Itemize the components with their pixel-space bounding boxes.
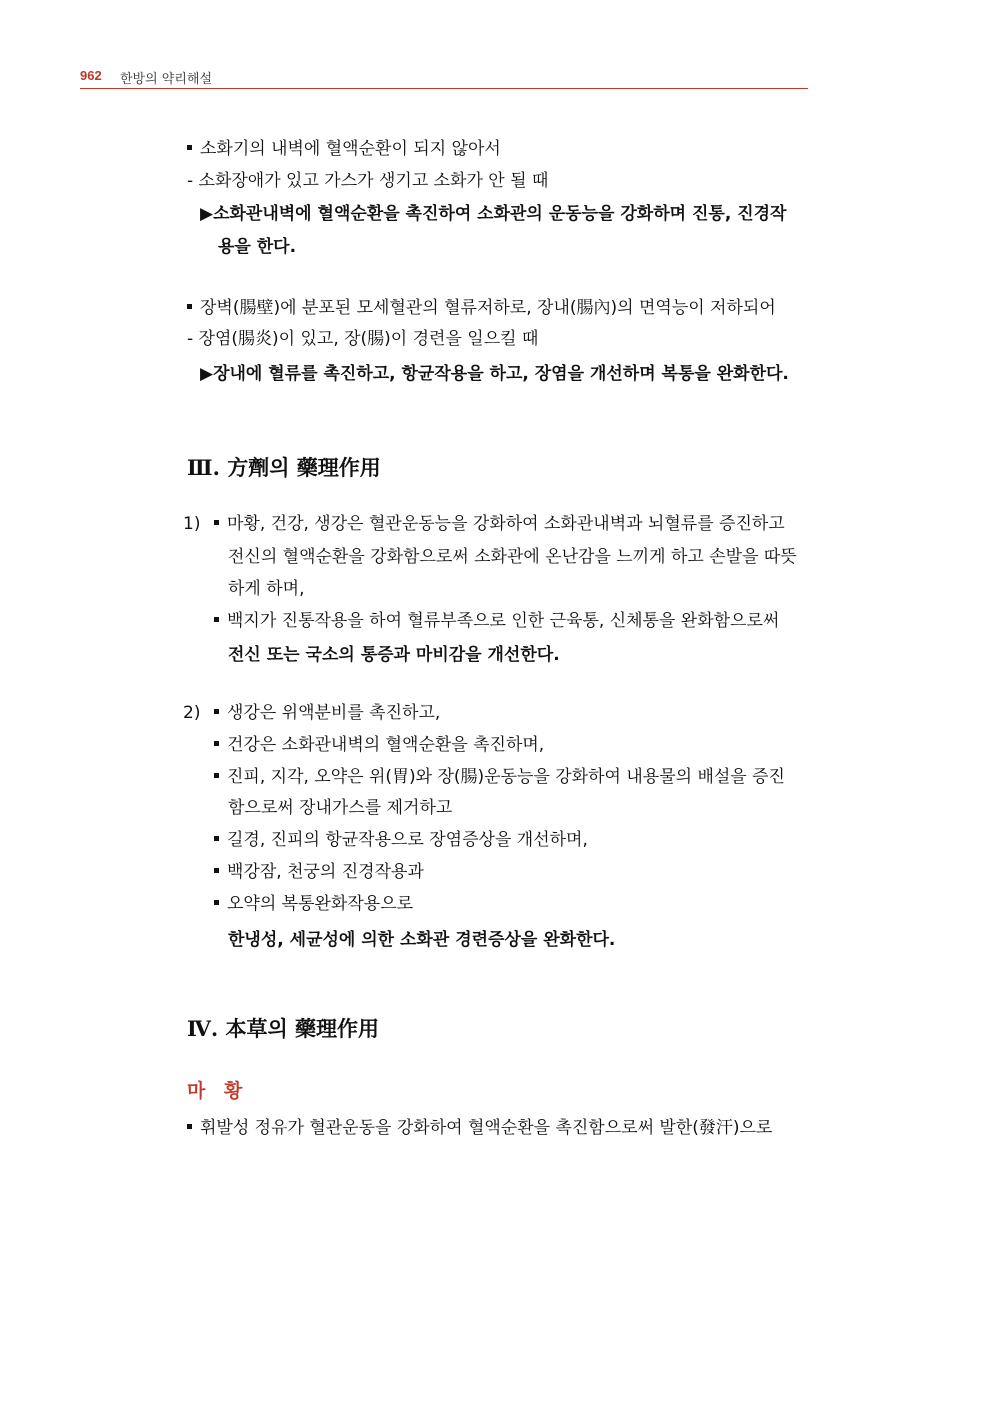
page-number: 962 xyxy=(80,68,102,83)
square-bullet-icon xyxy=(187,304,192,309)
item2-bullet3-line2: 함으로써 장내가스를 제거하고 xyxy=(228,798,453,818)
item1-bullet1-text: 마황, 건강, 생강은 혈관운동능을 강화하여 소화관내벽과 뇌혈류를 증진하고 xyxy=(227,514,785,534)
item2-bullet5 xyxy=(214,861,424,883)
block1-line4: 용을 한다. xyxy=(218,237,297,257)
section-4-heading: Ⅳ. 本草의 藥理作用 xyxy=(187,1016,380,1041)
block2-line2: - 장염(腸炎)이 있고, 장(腸)이 경련을 일으킬 때 xyxy=(187,329,539,349)
item2-bullet5-text: 백강잠, 천궁의 진경작용과 xyxy=(227,862,424,882)
square-bullet-icon xyxy=(214,868,219,873)
page-header xyxy=(80,66,808,89)
item2-bullet6-text: 오약의 복통완화작용으로 xyxy=(227,894,414,914)
block1-line3: ▶소화관내벽에 혈액순환을 촉진하여 소화관의 운동능을 강화하며 진통, 진경작 xyxy=(200,204,787,224)
herb-line1 xyxy=(187,1117,772,1139)
square-bullet-icon xyxy=(187,1124,192,1129)
item2-bullet1-text: 생강은 위액분비를 촉진하고, xyxy=(227,703,441,723)
item1-number: 1) xyxy=(183,514,201,534)
item1-bullet1-line3: 하게 하며, xyxy=(228,579,305,599)
square-bullet-icon xyxy=(214,520,219,525)
herb-name: 마 황 xyxy=(187,1080,249,1102)
item2-bullet4 xyxy=(214,829,588,851)
item1-bullet1-line1 xyxy=(214,513,785,535)
block2-line1 xyxy=(187,297,776,319)
item2-bullet2-text: 건강은 소화관내벽의 혈액순환을 촉진하며, xyxy=(227,735,545,755)
square-bullet-icon xyxy=(214,741,219,746)
block1-line2: - 소화장애가 있고 가스가 생기고 소화가 안 될 때 xyxy=(187,171,549,191)
square-bullet-icon xyxy=(187,145,192,150)
item2-conclusion: 한냉성, 세균성에 의한 소화관 경련증상을 완화한다. xyxy=(228,930,616,950)
item2-bullet4-text: 길경, 진피의 항균작용으로 장염증상을 개선하며, xyxy=(227,830,588,850)
item2-number: 2) xyxy=(183,703,201,723)
item2-bullet3-line1 xyxy=(214,766,785,788)
square-bullet-icon xyxy=(214,836,219,841)
item1-bullet2-line1 xyxy=(214,610,779,632)
item2-bullet3-text: 진피, 지각, 오약은 위(胃)와 장(腸)운동능을 강화하여 내용물의 배설을 증진 xyxy=(227,767,785,787)
item1-bullet1-line2: 전신의 혈액순환을 강화함으로써 소화관에 온난감을 느끼게 하고 손발을 따뜻 xyxy=(228,547,797,567)
block2-line3: ▶장내에 혈류를 촉진하고, 항균작용을 하고, 장염을 개선하며 복통을 완화한다. xyxy=(200,364,789,384)
item1-bullet2-text: 백지가 진통작용을 하여 혈류부족으로 인한 근육통, 신체통을 완화함으로써 xyxy=(227,611,780,631)
square-bullet-icon xyxy=(214,709,219,714)
block1-line1 xyxy=(187,138,501,160)
item2-bullet1 xyxy=(214,702,440,724)
item1-bullet2-line2: 전신 또는 국소의 통증과 마비감을 개선한다. xyxy=(228,645,560,665)
item2-bullet6 xyxy=(214,893,413,915)
block2-line1-text: 장벽(腸壁)에 분포된 모세혈관의 혈류저하로, 장내(腸內)의 면역능이 저하되어 xyxy=(200,298,776,318)
book-title: 한방의 약리해설 xyxy=(120,72,213,87)
herb-line1-text: 휘발성 정유가 혈관운동을 강화하여 혈액순환을 촉진함으로써 발한(發汗)으로 xyxy=(200,1118,773,1138)
block1-line1-text: 소화기의 내벽에 혈액순환이 되지 않아서 xyxy=(200,139,501,159)
square-bullet-icon xyxy=(214,773,219,778)
item2-bullet2 xyxy=(214,734,544,756)
square-bullet-icon xyxy=(214,900,219,905)
section-3-heading: Ⅲ. 方劑의 藥理作用 xyxy=(187,455,381,480)
square-bullet-icon xyxy=(214,617,219,622)
